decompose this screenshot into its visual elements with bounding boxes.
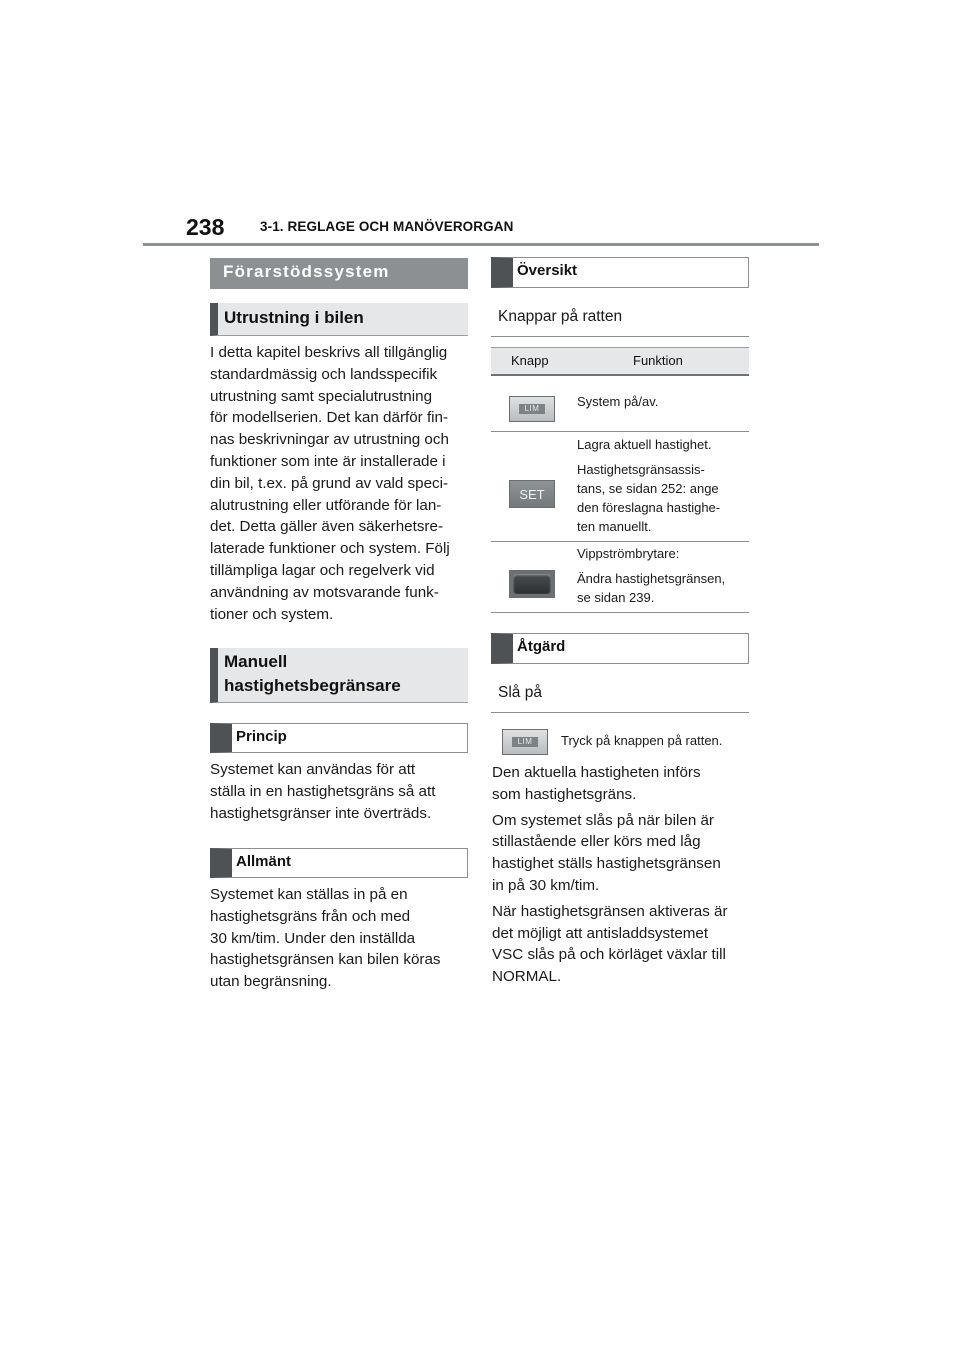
- set-button-icon: SET: [509, 480, 555, 508]
- table-header: [491, 347, 749, 376]
- lim-button-icon: LIM: [509, 396, 555, 422]
- table-row: [491, 376, 749, 432]
- col-function-header: Funktion: [633, 353, 683, 368]
- header-rule: [143, 243, 819, 246]
- row-function: System på/av.: [577, 394, 659, 409]
- action-heading: Åtgärd: [491, 633, 749, 664]
- lim-button-icon: LIM: [502, 729, 548, 755]
- equipment-text: I detta kapitel beskrivs all tillgänglig standardmässig och landsspecifik utrustning samt specialutrustning för modellserien. Det kan därför fin- nas beskrivningar av utrustning och funktioner som inte är installerade i din bil, t.ex. på grund av vald speci- alutrustning eller utförande för lan- det. Detta gäller även säkerhetsre- laterade funktioner och system. Följ tillämpliga lagar och regelverk vid användning av motsvarande funk- tioner och system.: [210, 344, 450, 623]
- wheel-buttons-subhead: Knappar på ratten: [491, 308, 749, 337]
- rocker-switch-icon: [509, 570, 555, 598]
- chapter-title: 3-1. REGLAGE OCH MANÖVERORGAN: [260, 219, 514, 234]
- principle-text: Systemet kan användas för att ställa in en hastighetsgräns så att hastighetsgränser inte överträds.: [210, 761, 436, 822]
- col-button-header: Knapp: [511, 353, 549, 368]
- general-heading: Allmänt: [210, 848, 468, 878]
- equipment-heading: Utrustning i bilen: [210, 303, 468, 336]
- overview-heading: Översikt: [491, 257, 749, 288]
- table-row: [491, 542, 749, 613]
- manual-limiter-heading: Manuell hastighetsbegränsare: [210, 648, 468, 703]
- turn-on-subhead: Slå på: [491, 684, 749, 713]
- row-function: Vippströmbrytare: Ändra hastighetsgränsen, se sidan 239.: [577, 546, 726, 605]
- principle-heading: Princip: [210, 723, 468, 753]
- table-row: [491, 432, 749, 542]
- general-text: Systemet kan ställas in på en hastighetsgräns från och med 30 km/tim. Under den inställda hastighetsgränsen kan bilen köras utan begränsning.: [210, 886, 441, 991]
- action-text: Den aktuella hastigheten införs som hastighetsgräns. Om systemet slås på när bilen är stillastående eller körs med låg hastighet ställs hastighetsgränsen in på 30 km/tim. När hastighetsgränsen aktiveras är det möjligt att antisladdsystemet VSC slås på och körläget växlar till NORMAL.: [492, 764, 728, 986]
- press-instruction: Tryck på knappen på ratten.: [561, 733, 723, 748]
- section-title: Förarstödssystem: [210, 258, 468, 289]
- row-function: Lagra aktuell hastighet. Hastighetsgränsassis- tans, se sidan 252: ange den föreslagna hastighe- ten manuellt.: [577, 437, 721, 534]
- page-number: 238: [186, 214, 225, 240]
